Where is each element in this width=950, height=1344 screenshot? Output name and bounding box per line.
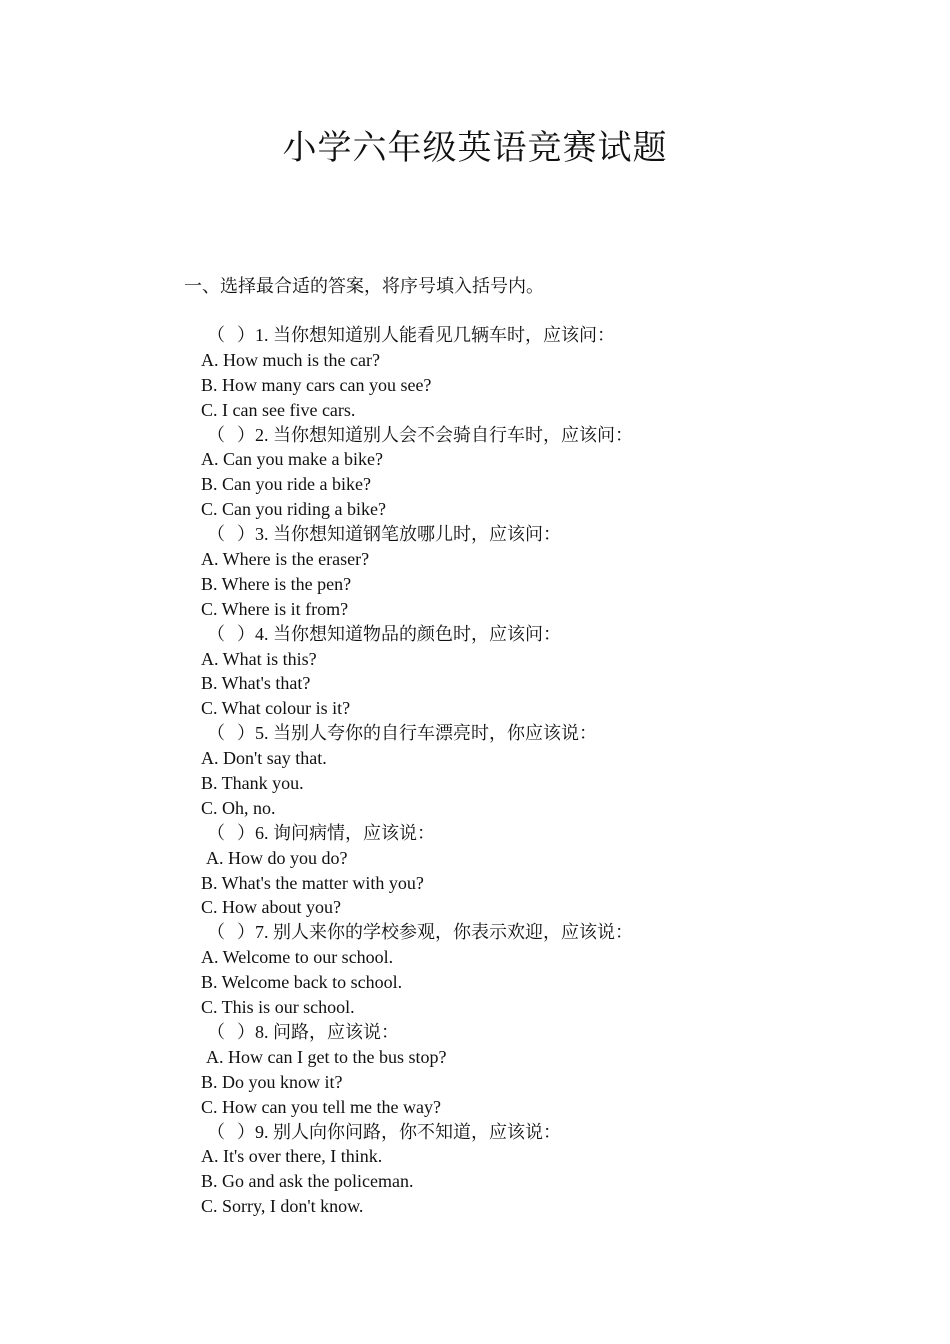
question-prompt: 当别人夸你的自行车漂亮时，你应该说：	[273, 723, 597, 744]
section-heading: 一、选择最合适的答案，将序号填入括号内。	[184, 276, 544, 296]
question-8	[201, 1020, 801, 1045]
answer-blank-close: ）	[237, 623, 255, 644]
option-c: C. Can you riding a bike?	[201, 499, 386, 520]
option-b: B. How many cars can you see?	[201, 374, 432, 395]
question-number: 4.	[255, 623, 269, 644]
answer-blank-open: （	[207, 424, 225, 445]
option-c: C. Sorry, I don't know.	[201, 1196, 364, 1217]
option-a: A. How can I get to the bus stop?	[206, 1046, 447, 1067]
question-prompt: 当你想知道别人能看见几辆车时，应该问：	[273, 325, 615, 345]
question-2	[201, 423, 801, 448]
option-b: B. What's that?	[201, 673, 311, 694]
option-b: B. Go and ask the policeman.	[201, 1171, 414, 1192]
question-4	[201, 622, 801, 647]
answer-blank-close: ）	[237, 1021, 255, 1042]
answer-blank-open: （	[207, 822, 225, 843]
question-prompt: 询问病情，应该说：	[273, 822, 435, 843]
option-a: A. Where is the eraser?	[201, 549, 370, 570]
option-a: A. It's over there, I think.	[201, 1146, 383, 1167]
option-a: A. How much is the car?	[201, 349, 380, 370]
answer-blank-close: ）	[237, 822, 255, 843]
option-a: A. What is this?	[201, 648, 317, 669]
question-number: 1.	[255, 325, 269, 345]
option-c: C. What colour is it?	[201, 698, 351, 719]
question-1	[201, 323, 801, 348]
option-a: A. How do you do?	[206, 847, 348, 868]
question-number: 7.	[255, 922, 269, 943]
question-prompt: 别人向你问路，你不知道，应该说：	[273, 1121, 561, 1142]
question-6	[201, 821, 801, 846]
question-number: 3.	[255, 524, 269, 545]
answer-blank-close: ）	[237, 922, 255, 943]
answer-blank-close: ）	[237, 424, 255, 445]
question-number: 8.	[255, 1021, 269, 1042]
answer-blank-close: ）	[237, 1121, 255, 1142]
answer-blank-open: （	[207, 524, 225, 545]
option-c: C. Where is it from?	[201, 598, 349, 619]
question-number: 6.	[255, 822, 269, 843]
question-prompt: 别人来你的学校参观，你表示欢迎，应该说：	[273, 922, 633, 943]
question-3	[201, 522, 801, 547]
option-b: B. Can you ride a bike?	[201, 474, 371, 495]
option-b: B. Where is the pen?	[201, 573, 352, 594]
answer-blank-open: （	[207, 723, 225, 744]
option-a: A. Don't say that.	[201, 748, 327, 769]
option-b: B. What's the matter with you?	[201, 872, 424, 893]
answer-blank-close: ）	[237, 524, 255, 545]
option-a: A. Can you make a bike?	[201, 449, 383, 470]
option-c: C. How can you tell me the way?	[201, 1096, 441, 1117]
answer-blank-close: ）	[237, 325, 255, 345]
answer-blank-close: ）	[237, 723, 255, 744]
question-list	[201, 323, 801, 1219]
option-b: B. Welcome back to school.	[201, 972, 403, 993]
question-number: 5.	[255, 723, 269, 744]
option-a: A. Welcome to our school.	[201, 947, 394, 968]
question-5	[201, 721, 801, 746]
option-c: C. This is our school.	[201, 997, 355, 1018]
option-c: C. Oh, no.	[201, 797, 276, 818]
page-title: 小学六年级英语竞赛试题	[282, 130, 668, 167]
answer-blank-open: （	[207, 922, 225, 943]
question-prompt: 问路，应该说：	[273, 1021, 399, 1042]
question-9	[201, 1120, 801, 1145]
option-b: B. Do you know it?	[201, 1071, 343, 1092]
question-prompt: 当你想知道钢笔放哪儿时，应该问：	[273, 524, 561, 545]
question-number: 2.	[255, 424, 269, 445]
answer-blank-open: （	[207, 1121, 225, 1142]
answer-blank-open: （	[207, 325, 225, 345]
question-number: 9.	[255, 1121, 269, 1142]
question-prompt: 当你想知道别人会不会骑自行车时，应该问：	[273, 424, 633, 445]
question-prompt: 当你想知道物品的颜色时，应该问：	[273, 623, 561, 644]
answer-blank-open: （	[207, 1021, 225, 1042]
question-7	[201, 920, 801, 945]
option-b: B. Thank you.	[201, 773, 304, 794]
option-c: C. How about you?	[201, 897, 341, 918]
answer-blank-open: （	[207, 623, 225, 644]
option-c: C. I can see five cars.	[201, 399, 356, 420]
